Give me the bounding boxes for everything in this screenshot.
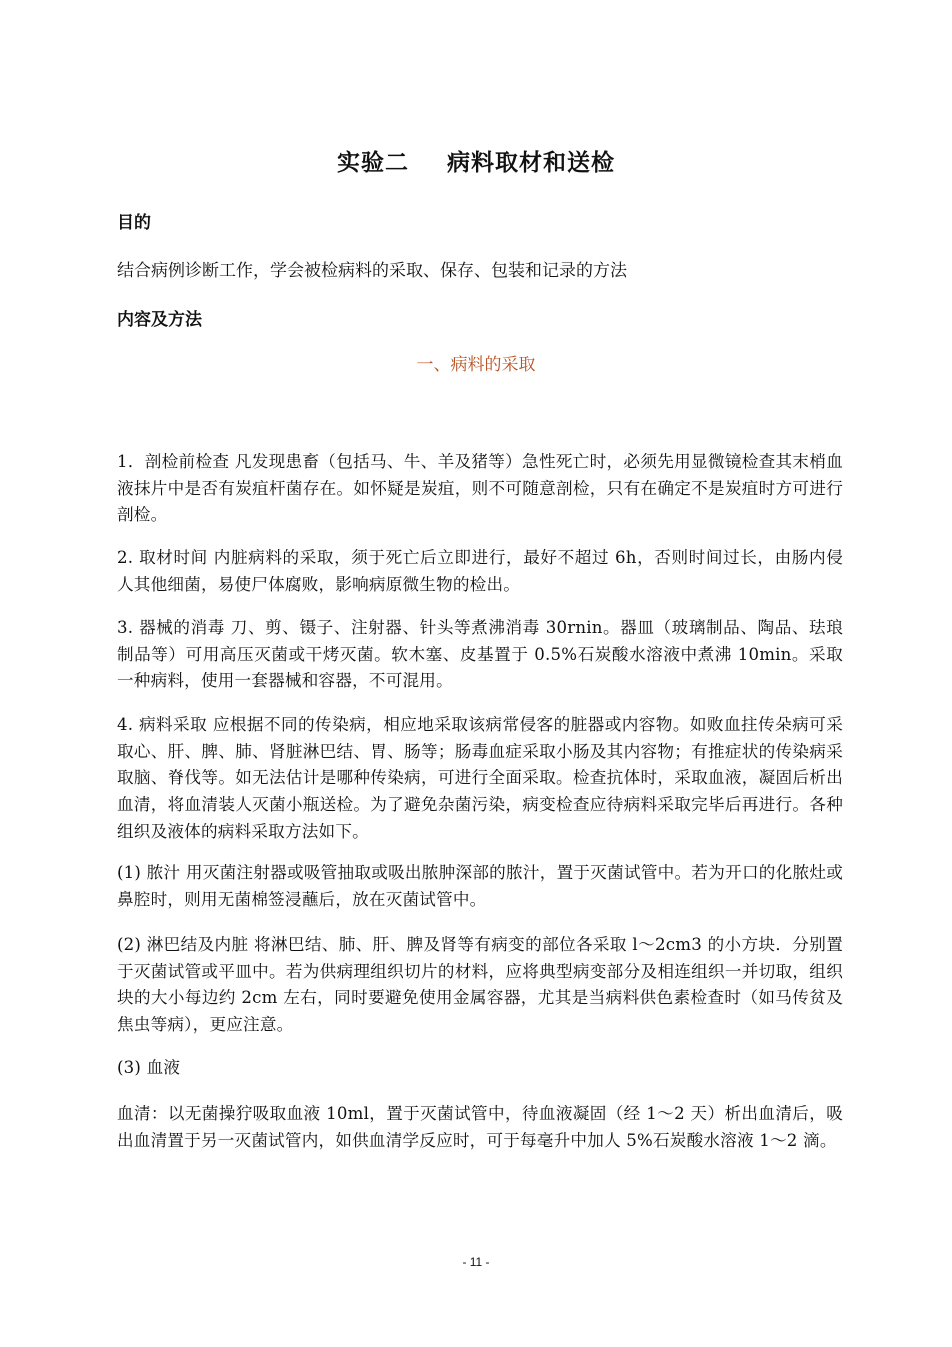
- paragraph-serum: 血清：以无菌操狞吸取血液 10ml，置于灭菌试管中，待血液凝固（经 1～2 天）析出血清后，吸出血清置于另一灭菌试管内，如供血清学反应时，可于每毫升中加人 5%石炭酸水溶液 1～2 滴。: [117, 1104, 843, 1150]
- page-title: [0, 146, 952, 180]
- paragraph-instrument-disinfection: 3. 器械的消毒 刀、剪、镊子、注射器、针头等煮沸消毒 30rnin。器皿（玻璃制品、陶品、珐琅制品等）可用高压灭菌或干烤灭菌。软木塞、皮基置于 0.5%石炭酸水溶液中煮沸 10min。采取一种病料，使用一套器械和容器，不可混用。: [117, 618, 843, 691]
- paragraph-pus: (1) 脓汁 用灭菌注射器或吸管抽取或吸出脓肿深部的脓汁，置于灭菌试管中。若为开口的化脓灶或鼻腔时，则用无菌棉签浸蘸后，放在灭菌试管中。: [117, 863, 843, 909]
- purpose-text: 结合病例诊断工作，学会被检病料的采取、保存、包装和记录的方法: [117, 261, 627, 281]
- title-experiment-name: 病料取材和送检: [447, 149, 615, 176]
- paragraph-sampling-time: 2. 取材时间 内脏病料的采取，须于死亡后立即进行，最好不超过 6h，否则时间过长，由肠内侵人其他细菌，易使尸体腐败，影响病原微生物的检出。: [117, 548, 843, 594]
- paragraph-sample-collection: 4. 病料采取 应根据不同的传染病，相应地采取该病常侵客的脏器或内容物。如败血拄传朵病可采取心、肝、脾、肺、肾脏淋巴结、胃、肠等；肠毒血症采取小肠及其内容物；有推症状的传染病采取脑、脊伐等。如无法估计是哪种传染病，可进行全面采取。检查抗体时，采取血液，凝固后析出血清，将血清装人灭菌小瓶送检。为了避免杂菌污染，病变检查应待病料采取完毕后再进行。各种组织及液体的病料采取方法如下。: [117, 715, 843, 841]
- content-heading: 内容及方法: [117, 310, 202, 330]
- purpose-heading: 目的: [117, 213, 151, 233]
- title-experiment-number: 实验二: [337, 149, 409, 176]
- section-title: 一、病料的采取: [416, 355, 536, 375]
- paragraph-lymph-organs: (2) 淋巴结及内脏 将淋巴结、肺、肝、脾及肾等有病变的部位各采取 l～2cm3 的小方块．分别置于灭菌试管或平皿中。若为供病理组织切片的材料，应将典型病变部分及相连组织一并切取，组织块的大小每边约 2cm 左右，同时要避免使用金属容器，尤其是当病料供色素检查时（如马传贫及焦虫等病），更应注意。: [117, 935, 843, 1035]
- paragraph-pre-autopsy-check: 1．剖检前检查 凡发现患畜（包括马、牛、羊及猪等）急性死亡时，必须先用显微镜检查其末梢血液抹片中是否有炭疽杆菌存在。如怀疑是炭疽，则不可随意剖检，只有在确定不是炭疽时方可进行剖检。: [117, 452, 843, 525]
- paragraph-blood-heading: (3) 血液: [117, 1058, 181, 1077]
- page-number: - 11 -: [462, 1255, 490, 1269]
